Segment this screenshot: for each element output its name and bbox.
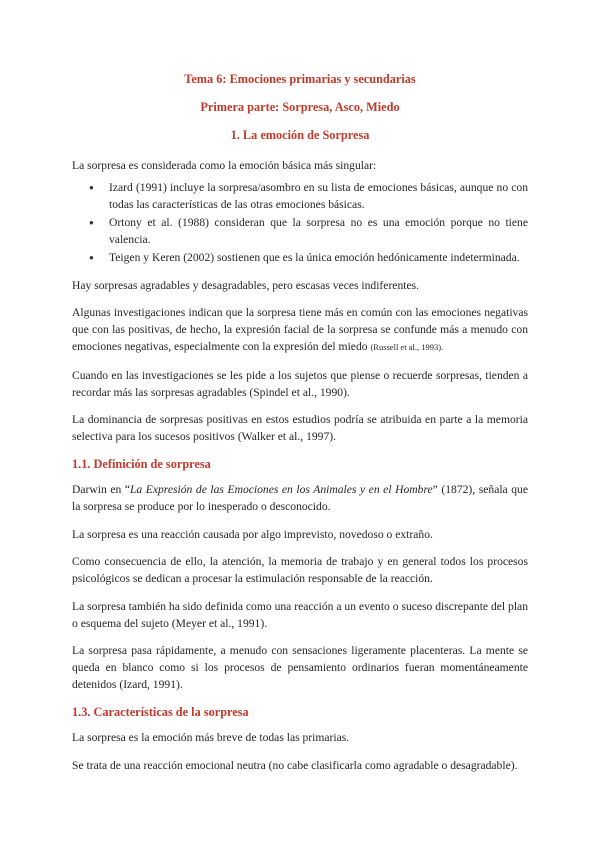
paragraph: Se trata de una reacción emocional neutra (no cabe clasificarla como agradable o desagradable). <box>72 758 518 772</box>
bullet-list <box>72 180 528 267</box>
paragraph: Hay sorpresas agradables y desagradables, pero escasas veces indiferentes. <box>72 278 420 292</box>
paragraph: La sorpresa es la emoción más breve de todas las primarias. <box>72 731 350 744</box>
list-item: ● Ortony et al. (1988) consideran que la sorpresa no es una emoción porque no tiene valencia. <box>102 215 528 248</box>
book-title: La Expresión de las Emociones en los Animales y en el Hombre <box>129 483 433 496</box>
paragraph-text: Algunas investigaciones indican que la sorpresa tiene más en común con las emociones negativas que con las positivas, de hecho, la expresión facial de la sorpresa se confunde más a menudo con emociones negativas, especialmente con la expresión del miedo <box>72 306 528 353</box>
paragraph: La sorpresa también ha sido definida como una reacción a un evento o suceso discrepante del plan o esquema del sujeto (Meyer et al., 1991). <box>72 599 528 630</box>
paragraph-text: ” (1872), señala que la sorpresa se produce por lo inesperado o desconocido. <box>72 483 528 513</box>
paragraph: La sorpresa pasa rápidamente, a menudo con sensaciones ligeramente placenteras. La mente se queda en blanco como si los procesos de pensamiento ordinarios fueran momentáneamente detenidos (Izard, 1991). <box>72 644 528 691</box>
document-title: Tema 6: Emociones primarias y secundarias <box>184 72 416 86</box>
paragraph <box>72 481 528 515</box>
paragraph: Cuando en las investigaciones se les pide a los sujetos que piense o recuerde sorpresas, tienden a recordar más las sorpresas agradables (Spindel et al., 1990). <box>72 368 528 399</box>
intro-paragraph: La sorpresa es considerada como la emoción básica más singular: <box>72 159 377 172</box>
section-heading: 1.3. Características de la sorpresa <box>72 705 249 719</box>
section-heading: 1.1. Definición de sorpresa <box>72 457 211 471</box>
list-item: ● Izard (1991) incluye la sorpresa/asombro en su lista de emociones básicas, aunque no con todas las características de las otras emociones básicas. <box>102 180 528 213</box>
section-title: 1. La emoción de Sorpresa <box>230 128 370 142</box>
list-item: ● Teigen y Keren (2002) sostienen que es la única emoción hedónicamente indeterminada. <box>102 250 528 267</box>
paragraph <box>72 304 528 356</box>
paragraph: La dominancia de sorpresas positivas en estos estudios podría se atribuida en parte a la memoria selectiva para los sucesos positivos (Walker et al., 1997). <box>72 413 528 443</box>
citation: (Russell et al., 1993). <box>370 342 444 352</box>
paragraph: Como consecuencia de ello, la atención, la memoria de trabajo y en general todos los procesos psicológicos se dedican a procesar la estimulación responsable de la reacción. <box>72 555 528 585</box>
paragraph: La sorpresa es una reacción causada por algo imprevisto, novedoso o extraño. <box>72 527 433 541</box>
part-title: Primera parte: Sorpresa, Asco, Miedo <box>200 100 400 114</box>
paragraph-text: Darwin en “ <box>72 483 130 496</box>
